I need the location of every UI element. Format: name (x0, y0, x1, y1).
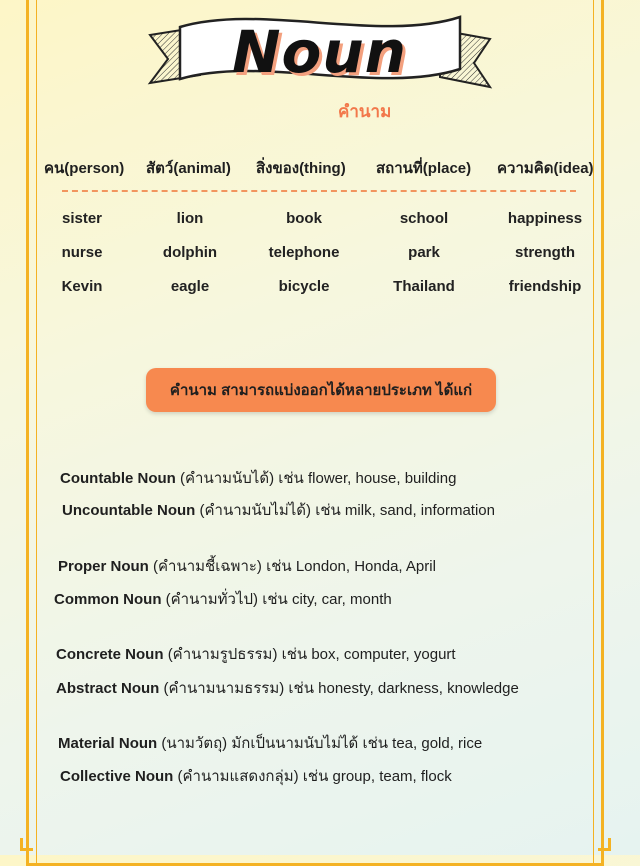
noun-type-example: เช่น honesty, darkness, knowledge (288, 680, 519, 697)
category-person: คน(person) (44, 160, 125, 177)
noun-type-thai: (คำนามนับได้) (180, 470, 275, 487)
dashed-divider (62, 190, 576, 192)
example-word: eagle (170, 278, 210, 295)
noun-type-name: Proper Noun (58, 558, 149, 575)
category-idea: ความคิด(idea) (497, 160, 594, 177)
noun-type-example: เช่น group, team, flock (302, 768, 452, 785)
noun-type-common (54, 587, 392, 611)
noun-type-thai: (คำนามนับไม่ได้) (199, 502, 312, 519)
category-header-row (0, 156, 640, 180)
page-title: Noun (232, 18, 407, 86)
example-word: lion (176, 210, 204, 227)
frame-corner-bl (20, 838, 33, 851)
example-word: strength (515, 244, 575, 261)
noun-type-proper (58, 554, 436, 578)
example-word: park (408, 244, 440, 261)
noun-type-abstract (56, 676, 519, 700)
noun-type-countable (60, 466, 456, 490)
category-place: สถานที่(place) (376, 160, 472, 177)
noun-type-name: Material Noun (58, 735, 158, 752)
example-word: friendship (508, 278, 582, 295)
example-word: Kevin (61, 278, 103, 295)
category-animal: สัตว์(animal) (146, 160, 231, 177)
page-subtitle: คำนาม (338, 102, 392, 121)
category-thing: สิ่งของ(thing) (256, 160, 346, 177)
types-banner: คำนาม สามารถแบ่งออกได้หลายประเภท ได้แก่ (146, 368, 496, 412)
noun-type-collective (60, 764, 452, 788)
noun-type-name: Countable Noun (60, 470, 176, 487)
noun-type-thai: (คำนามชี้เฉพาะ) (153, 558, 262, 575)
noun-type-example: เช่น milk, sand, information (315, 502, 495, 519)
example-word: Thailand (393, 278, 455, 295)
example-word: nurse (61, 244, 103, 261)
example-word: bicycle (278, 278, 330, 295)
frame-corner-br (598, 838, 611, 851)
noun-type-example: เช่น flower, house, building (278, 470, 457, 487)
example-word: school (399, 210, 449, 227)
example-word: dolphin (162, 244, 218, 261)
noun-type-name: Abstract Noun (56, 680, 160, 697)
noun-type-name: Collective Noun (60, 768, 174, 785)
noun-type-name: Common Noun (54, 591, 162, 608)
noun-type-thai: (คำนามนามธรรม) (163, 680, 285, 697)
noun-type-concrete (56, 642, 456, 666)
example-word: sister (61, 210, 103, 227)
noun-type-thai: (คำนามทั่วไป) (165, 591, 259, 608)
noun-type-thai: (นามวัตถุ) (161, 735, 228, 752)
noun-type-example: เช่น city, car, month (262, 591, 392, 608)
noun-type-example: เช่น box, computer, yogurt (281, 646, 456, 663)
noun-type-example: เช่น London, Honda, April (266, 558, 436, 575)
noun-type-example: มักเป็นนามนับไม่ได้ เช่น tea, gold, rice (231, 735, 483, 752)
noun-type-name: Uncountable Noun (62, 502, 196, 519)
noun-type-name: Concrete Noun (56, 646, 164, 663)
example-word: book (286, 210, 322, 227)
noun-type-material (58, 731, 482, 755)
noun-type-thai: (คำนามรูปธรรม) (167, 646, 278, 663)
example-word: happiness (507, 210, 583, 227)
example-word: telephone (268, 244, 340, 261)
noun-type-uncountable (62, 498, 495, 522)
noun-type-thai: (คำนามแสดงกลุ่ม) (177, 768, 299, 785)
